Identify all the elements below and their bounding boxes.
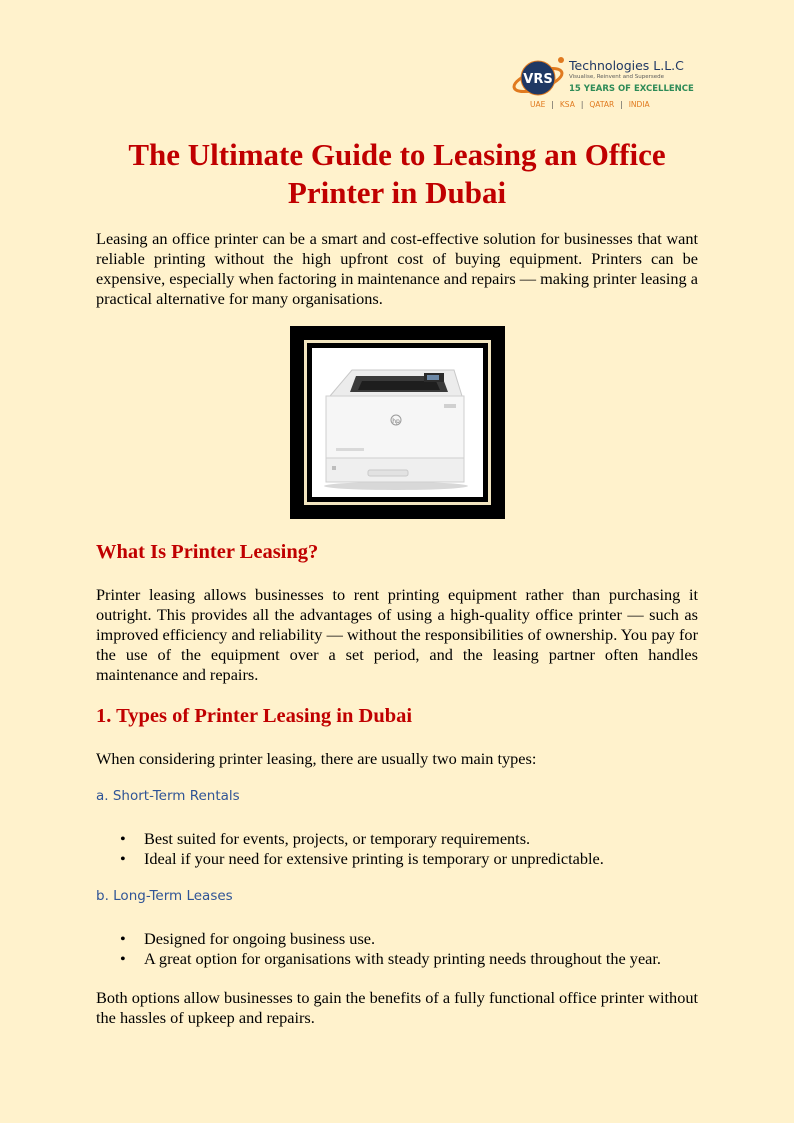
document-title: The Ultimate Guide to Leasing an Office Printer in Dubai <box>128 137 666 210</box>
bullet-text: Designed for ongoing business use. <box>144 929 376 948</box>
bullet-dot-icon: • <box>120 949 126 968</box>
subheading-short-term: a. Short-Term Rentals <box>96 788 240 804</box>
list-item <box>96 949 716 969</box>
bullet-dot-icon: • <box>120 829 126 848</box>
bullet-text: Ideal if your need for extensive printing is temporary or unpredictable. <box>144 849 604 868</box>
list-item <box>96 929 716 949</box>
bullet-text: Best suited for events, projects, or temporary requirements. <box>144 829 531 848</box>
short-term-bullet-list <box>96 829 716 869</box>
vrs-globe-logo-icon <box>512 54 568 102</box>
region-separator: | <box>620 100 623 109</box>
section-heading-what-is-leasing: What Is Printer Leasing? <box>96 541 319 563</box>
bullet-dot-icon: • <box>120 849 126 868</box>
region-ksa: KSA <box>559 100 575 109</box>
logo-regions <box>530 100 650 109</box>
company-logo <box>512 54 712 116</box>
region-separator: | <box>551 100 554 109</box>
printer-icon <box>312 348 483 497</box>
region-india: INDIA <box>628 100 650 109</box>
region-uae: UAE <box>530 100 546 109</box>
closing-paragraph: Both options allow businesses to gain the benefits of a fully functional office printer without the hassles of upkeep and repairs. <box>96 988 698 1027</box>
subheading-long-term: b. Long-Term Leases <box>96 888 233 904</box>
printer-brand-label: hp <box>392 418 400 425</box>
logo-company-name: Technologies L.L.C <box>569 58 684 73</box>
logo-mark-text: VRS <box>523 72 553 87</box>
region-qatar: QATAR <box>589 100 615 109</box>
region-separator: | <box>580 100 584 109</box>
list-item <box>96 849 716 869</box>
logo-years-badge: 15 YEARS OF EXCELLENCE <box>569 84 694 94</box>
logo-tagline: Visualise, Reinvent and Supersede <box>569 74 665 80</box>
bullet-text: A great option for organisations with steady printing needs throughout the year. <box>144 949 661 968</box>
printer-figure <box>290 326 505 519</box>
printer-photo <box>312 348 483 497</box>
long-term-bullet-list <box>96 929 716 969</box>
bullet-dot-icon: • <box>120 929 126 948</box>
section-heading-types: 1. Types of Printer Leasing in Dubai <box>96 705 413 727</box>
types-intro-paragraph: When considering printer leasing, there are usually two main types: <box>96 749 537 768</box>
list-item <box>96 829 716 849</box>
intro-paragraph: Leasing an office printer can be a smart and cost-effective solution for businesses that want reliable printing without the high upfront cost of buying equipment. Printers can be expensive, especially when factoring in maintenance and repairs — making printer leasing a practical alternative for many organisations. <box>96 229 698 308</box>
what-is-leasing-paragraph: Printer leasing allows businesses to rent printing equipment rather than purchasing it outright. This provides all the advantages of using a high-quality office printer — such as improved efficiency and reliability — without the responsibilities of ownership. You pay for the use of the equipment over a set period, and the leasing partner often handles maintenance and repairs. <box>96 585 698 684</box>
